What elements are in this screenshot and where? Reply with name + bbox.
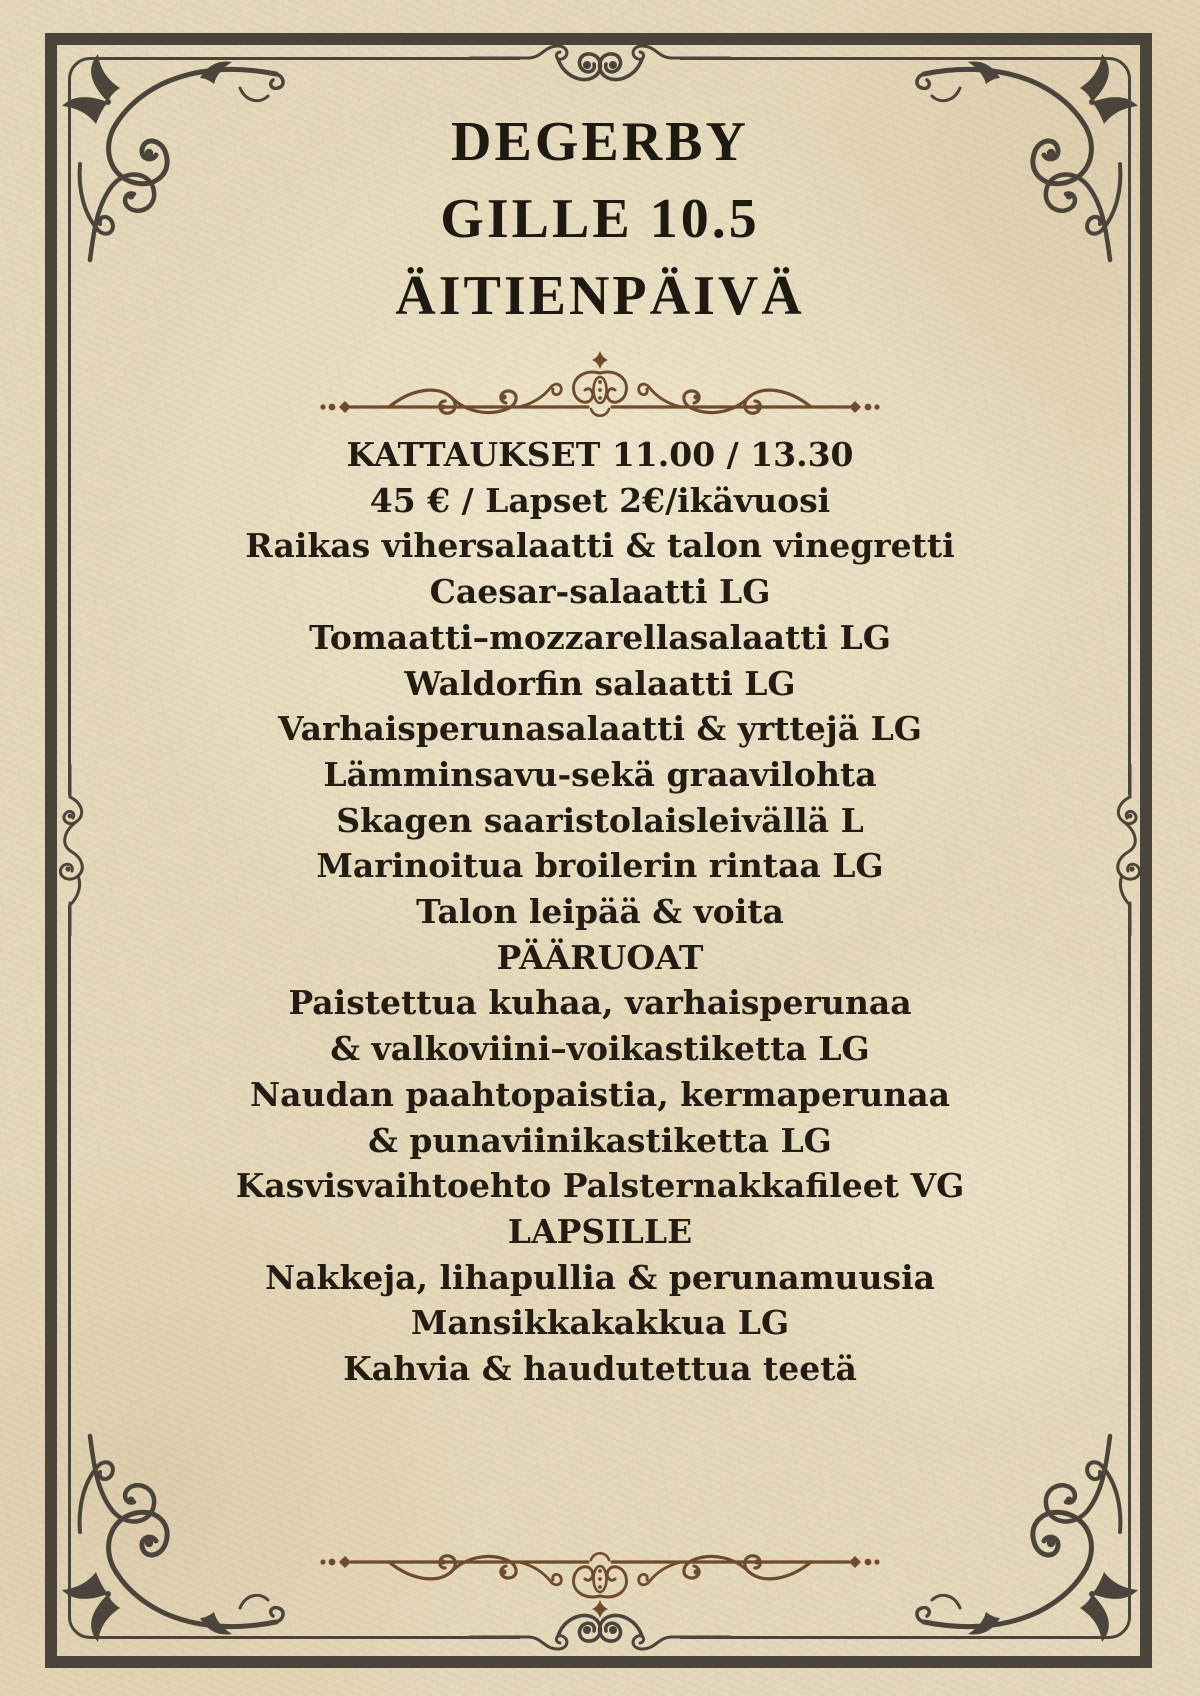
divider-flourish-bottom-icon — [315, 1534, 885, 1618]
menu-line: Lämminsavu-sekä graavilohta — [323, 754, 877, 794]
menu-line: & punaviinikastiketta LG — [368, 1120, 832, 1160]
corner-flourish-bottom-left-icon — [50, 1412, 290, 1652]
menu-line: Kasvisvaihtoehto Palsternakkafileet VG — [235, 1166, 965, 1206]
menu-line: Caesar-salaatti LG — [429, 572, 771, 612]
edge-scroll-right-icon — [1108, 765, 1152, 935]
menu-body — [90, 432, 1110, 1392]
edge-scroll-left-icon — [48, 765, 92, 935]
menu-line: & valkoviini–voikastiketta LG — [330, 1029, 870, 1069]
menu-line: Kahvia & haudutettua teetä — [343, 1349, 857, 1389]
menu-line: Naudan paahtopaistia, kermaperunaa — [249, 1074, 951, 1114]
menu-line: Paistettua kuhaa, varhaisperunaa — [288, 983, 912, 1023]
menu-line: Talon leipää & voita — [416, 892, 784, 932]
page-title-line: DEGERBY — [451, 111, 749, 173]
page-title — [0, 104, 1200, 335]
menu-line: Nakkeja, lihapullia & perunamuusia — [264, 1257, 936, 1297]
menu-line: Varhaisperunasalaatti & yrttejä LG — [278, 709, 922, 749]
menu-line: Marinoitua broilerin rintaa LG — [316, 846, 884, 886]
menu-line: LAPSILLE — [507, 1211, 693, 1251]
menu-line: Skagen saaristolaisleivällä L — [336, 800, 864, 840]
page-title-line: GILLE 10.5 — [440, 188, 760, 250]
divider-flourish-top-icon — [315, 351, 885, 435]
center-scroll-top-icon — [470, 40, 730, 90]
menu-line: Tomaatti–mozzarellasalaatti LG — [309, 617, 891, 657]
menu-line: PÄÄRUOAT — [496, 937, 704, 977]
menu-line: Waldorfin salaatti LG — [404, 663, 796, 703]
corner-flourish-bottom-right-icon — [910, 1412, 1150, 1652]
menu-line: Raikas vihersalaatti & talon vinegretti — [245, 526, 955, 566]
page-title-line: ÄITIENPÄIVÄ — [395, 265, 805, 327]
menu-line: KATTAUKSET 11.00 / 13.30 — [346, 435, 854, 474]
menu-line: Mansikkakakkua LG — [410, 1303, 790, 1343]
menu-line: 45 € / Lapset 2€/ikävuosi — [369, 480, 831, 520]
